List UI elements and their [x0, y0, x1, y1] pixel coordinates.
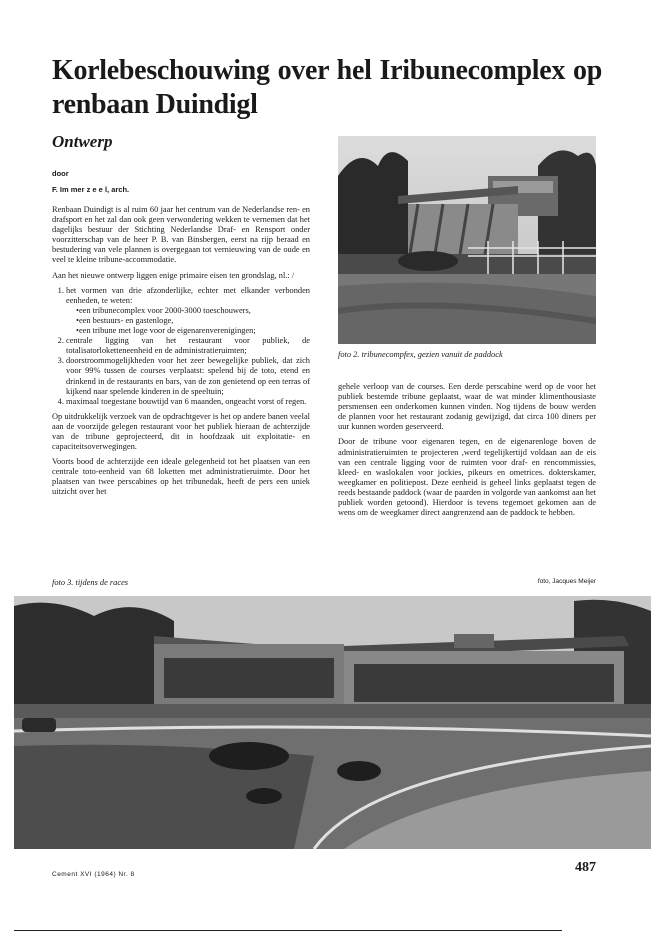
race-photo	[14, 596, 651, 849]
list-item	[66, 286, 310, 336]
paragraph: Voorts bood de achterzijde een ideale gelegenheid tot het plaatsen van een centrale toto-eenheid van 68 loketten met administratieruimte. Door het plaatsen van twee perscabines op het tribunedak, heeft de pers een uniek uitzicht over het	[52, 457, 310, 497]
text-column-right	[338, 382, 596, 523]
text-column-left	[52, 205, 310, 503]
page-number: 487	[575, 860, 596, 875]
sub-list-item: • een tribunecomplex voor 2000-3000 toeschouwers,	[76, 306, 310, 316]
tribune-photo-image	[338, 136, 596, 344]
author-name: F. Im mer z e e l, arch.	[52, 185, 130, 194]
paragraph: Renbaan Duindigt is al ruim 60 jaar het centrum van de Nederlandse ren- en drafsport en het zal dan ook geen verwondering wekken te vernemen dat het dagelijks bestuur der Stichting Nederlandse Draf- en Rensport onder voorzitterschap van de heer P. B. van Binsbergen, eerst na rijp beraad en bestudering van vele plannen is overgegaan tot vernieuwing van de oude en veel te kleine tribune-accommodatie.	[52, 205, 310, 265]
tribune-photo	[338, 136, 596, 344]
sub-list	[66, 306, 310, 336]
bottom-rule	[14, 930, 562, 931]
list-item: 4. maximaal toegestane bouwtijd van 6 maanden, ongeacht vorst of regen.	[66, 397, 310, 407]
list-item-text: het vormen van drie afzonderlijke, echter met elkander verbonden eenheden, te weten:	[66, 285, 310, 305]
paragraph: Door de tribune voor eigenaren tegen, en de eigenarenloge boven de administratieruimten te projecteren ,werd tegelijkertijd voldaan aan de eis van een centrale ligging voor de ruimten voor draf- en rencommissies, kleed- en waslokalen voor jockies, pikeurs en ometrices. dokterskamer, weegkamer en politiepost. Deze eenheid is geheel links geplaatst tegen de reeds bestaande paddock (waar de paarden in volgorde van aankomst aan het publiek worden getoond). Hierdoor is tevens tegemoet gekomen aan de wens om de weegkamer direct aangrenzend aan de paddock te hebben.	[338, 437, 596, 518]
paragraph: Aan het nieuwe ontwerp liggen enige primaire eisen ten grondslag, nl.: /	[52, 270, 295, 280]
photo-caption: foto 3. tijdens de races	[52, 578, 129, 587]
list-item: 2. centrale ligging van het restaurant voor publiek, de totalisatorloketteneenheid en de administratieruimten;	[66, 336, 310, 356]
photo-credit: foto, Jacques Meijer	[537, 578, 596, 585]
requirements-list	[52, 286, 310, 407]
article-subtitle: Ontwerp	[52, 132, 113, 151]
journal-footer: Cement XVI (1964) Nr. 8	[52, 871, 135, 878]
list-item: 3. doorstroommogelijkheden voor het zeer bewegelijke publiek, dat zich voor 99% tussen de courses verplaatst: spelend bij de toto, etend en drinkend in de restaurants en bars, van de zon genietend op een terras of kijkend naar spelende kinderen in de speeltuin;	[66, 356, 310, 396]
paragraph: gehele verloop van de courses. Een derde perscabine werd op de voor het publiek bestemde tribune geplaatst, waar de wat minder klimenthousiaste persmensen een onderkomen kunnen vinden. Nog tijdens de bouw werden de plannen voor het restaurant zodanig gewijzigd, dat circa 100 diners per uur kunnen worden geserveerd.	[338, 382, 596, 432]
paragraph: Op uitdrukkelijk verzoek van de opdrachtgever is het op andere banen veelal aan de voorzijde gelegen restaurant voor het publiek hieraan de achterzijde van de tribune geprojecteerd, dit in hoofdzaak uit exploitatie- en capaciteitsoverwegingen.	[52, 411, 310, 452]
byline	[52, 166, 129, 198]
article-title: Korlebeschouwing over hel Iribunecomplex op renbaan Duindigl	[52, 55, 602, 120]
sub-list-item: • een bestuurs- en gastenloge,	[76, 316, 310, 326]
race-photo-image	[14, 596, 651, 849]
sub-list-item: • een tribune met loge voor de eigenarenverenigingen;	[76, 326, 310, 336]
by-label: door	[52, 169, 69, 178]
photo-caption: foto 2. tribunecompfex, gezien vanuit de paddock	[338, 350, 503, 359]
